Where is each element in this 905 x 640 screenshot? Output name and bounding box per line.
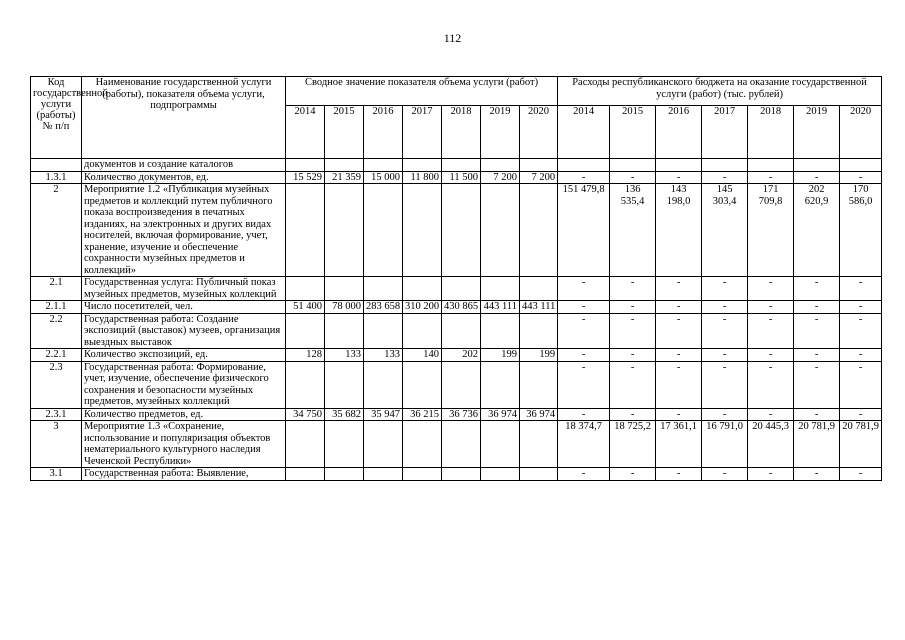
volume-cell	[481, 361, 520, 408]
table-row	[31, 171, 882, 184]
expense-cell: -	[702, 171, 748, 184]
volume-cell	[520, 313, 558, 349]
expense-year-header: 2019	[794, 106, 840, 159]
expense-year-header: 2014	[558, 106, 610, 159]
expense-year-header: 2016	[656, 106, 702, 159]
expense-cell: -	[702, 313, 748, 349]
table-row	[31, 313, 882, 349]
volume-cell: 35 682	[325, 408, 364, 421]
expense-cell: -	[794, 349, 840, 362]
volume-cell	[286, 184, 325, 277]
row-code	[31, 159, 82, 172]
volume-cell	[286, 313, 325, 349]
expense-cell: -	[610, 468, 656, 481]
row-name: Государственная работа: Создание экспозиций (выставок) музеев, организация выездных выставок	[82, 313, 286, 349]
header-code: Код государственной услуги (работы) № п/п	[31, 77, 82, 159]
table-row	[31, 408, 882, 421]
expense-cell: -	[558, 313, 610, 349]
volume-year-header: 2018	[442, 106, 481, 159]
expense-cell: -	[840, 468, 882, 481]
page-number: 112	[443, 31, 462, 45]
expense-cell: 151 479,8	[558, 184, 610, 277]
expense-cell: 202 620,9	[794, 184, 840, 277]
volume-cell	[364, 159, 403, 172]
volume-year-header: 2015	[325, 106, 364, 159]
expense-cell: -	[610, 361, 656, 408]
row-code: 2.3	[31, 361, 82, 408]
volume-cell: 199	[481, 349, 520, 362]
volume-cell: 35 947	[364, 408, 403, 421]
volume-cell: 140	[403, 349, 442, 362]
volume-cell	[520, 184, 558, 277]
volume-year-header: 2020	[520, 106, 558, 159]
expense-cell: -	[656, 301, 702, 314]
expense-cell: -	[794, 408, 840, 421]
row-code: 3.1	[31, 468, 82, 481]
volume-cell	[520, 159, 558, 172]
volume-cell	[442, 313, 481, 349]
expense-cell: -	[702, 301, 748, 314]
volume-cell	[403, 277, 442, 301]
expense-cell: -	[748, 313, 794, 349]
expense-cell: -	[840, 408, 882, 421]
volume-cell: 36 974	[520, 408, 558, 421]
row-code: 1.3.1	[31, 171, 82, 184]
expense-cell: -	[610, 301, 656, 314]
volume-year-header: 2019	[481, 106, 520, 159]
volume-cell	[403, 184, 442, 277]
volume-cell: 443 111	[481, 301, 520, 314]
expense-cell	[794, 159, 840, 172]
volume-cell	[325, 361, 364, 408]
volume-cell: 283 658	[364, 301, 403, 314]
volume-cell: 443 111	[520, 301, 558, 314]
expense-year-header: 2017	[702, 106, 748, 159]
header-volume-group: Сводное значение показателя объема услуги (работ)	[286, 77, 558, 106]
expense-cell: -	[794, 361, 840, 408]
expense-cell: -	[702, 277, 748, 301]
expense-cell: -	[840, 171, 882, 184]
volume-cell	[520, 421, 558, 468]
volume-cell	[520, 277, 558, 301]
expense-cell: 136 535,4	[610, 184, 656, 277]
expense-cell: -	[840, 349, 882, 362]
volume-cell	[286, 468, 325, 481]
expense-year-header: 2018	[748, 106, 794, 159]
volume-cell	[403, 421, 442, 468]
volume-cell	[442, 468, 481, 481]
expense-cell	[656, 159, 702, 172]
row-name: Количество предметов, ед.	[82, 408, 286, 421]
expense-cell: -	[610, 171, 656, 184]
volume-cell: 51 400	[286, 301, 325, 314]
expense-cell: -	[748, 361, 794, 408]
table-row	[31, 361, 882, 408]
table-row	[31, 421, 882, 468]
volume-cell	[442, 277, 481, 301]
expense-cell: 20 781,9	[794, 421, 840, 468]
volume-cell	[364, 468, 403, 481]
row-name: Государственная работа: Формирование, учет, изучение, обеспечение физического сохранения и безопасности музейных предметов, музейных коллекций	[82, 361, 286, 408]
header-name: Наименование государственной услуги (работы), показателя объема услуги, подпрограммы	[82, 77, 286, 159]
row-code: 2.2.1	[31, 349, 82, 362]
volume-cell: 7 200	[481, 171, 520, 184]
expense-cell: -	[748, 301, 794, 314]
row-name: Мероприятие 1.3 «Сохранение, использование и популяризация объектов нематериального культурного наследия Чеченской Республики»	[82, 421, 286, 468]
expense-cell: 18 725,2	[610, 421, 656, 468]
volume-cell	[481, 159, 520, 172]
expense-cell	[610, 159, 656, 172]
expense-cell: -	[656, 408, 702, 421]
table-row	[31, 184, 882, 277]
expense-cell: -	[840, 361, 882, 408]
expense-cell: -	[840, 277, 882, 301]
volume-cell: 78 000	[325, 301, 364, 314]
row-name: документов и создание каталогов	[82, 159, 286, 172]
row-code: 2.1.1	[31, 301, 82, 314]
expense-cell: -	[610, 277, 656, 301]
table-row	[31, 349, 882, 362]
expense-cell: -	[656, 361, 702, 408]
expense-cell: 20 781,9	[840, 421, 882, 468]
expense-cell: -	[656, 468, 702, 481]
volume-year-header: 2017	[403, 106, 442, 159]
row-code: 3	[31, 421, 82, 468]
volume-year-header: 2014	[286, 106, 325, 159]
expense-cell: -	[610, 349, 656, 362]
expense-cell: -	[558, 361, 610, 408]
expense-cell: -	[840, 301, 882, 314]
row-code: 2.1	[31, 277, 82, 301]
expense-cell: -	[840, 313, 882, 349]
volume-cell	[364, 184, 403, 277]
row-name: Государственная услуга: Публичный показ музейных предметов, музейных коллекций	[82, 277, 286, 301]
expense-cell: -	[610, 408, 656, 421]
expense-cell: -	[558, 468, 610, 481]
volume-cell	[481, 313, 520, 349]
volume-cell: 15 000	[364, 171, 403, 184]
budget-table	[30, 76, 882, 481]
expense-cell	[840, 159, 882, 172]
row-code: 2.2	[31, 313, 82, 349]
expense-cell: -	[656, 313, 702, 349]
table-body	[31, 159, 882, 481]
volume-cell	[286, 159, 325, 172]
expense-cell: -	[794, 468, 840, 481]
volume-cell	[364, 421, 403, 468]
volume-year-header: 2016	[364, 106, 403, 159]
volume-cell	[364, 277, 403, 301]
expense-cell: -	[702, 408, 748, 421]
expense-cell: -	[558, 277, 610, 301]
table-row	[31, 159, 882, 172]
table-row	[31, 301, 882, 314]
volume-cell	[286, 361, 325, 408]
volume-cell: 128	[286, 349, 325, 362]
expense-cell	[558, 159, 610, 172]
volume-cell: 133	[325, 349, 364, 362]
volume-cell	[403, 313, 442, 349]
volume-cell	[403, 159, 442, 172]
expense-cell: -	[748, 468, 794, 481]
volume-cell	[325, 184, 364, 277]
expense-year-header: 2020	[840, 106, 882, 159]
expense-cell: -	[558, 349, 610, 362]
volume-cell	[442, 421, 481, 468]
expense-cell	[702, 159, 748, 172]
header-expense-group: Расходы республиканского бюджета на оказание государственной услуги (работ) (тыс. рублей)	[558, 77, 882, 106]
expense-cell: -	[748, 408, 794, 421]
expense-cell: 20 445,3	[748, 421, 794, 468]
volume-cell: 310 200	[403, 301, 442, 314]
volume-cell: 36 215	[403, 408, 442, 421]
expense-cell: -	[558, 171, 610, 184]
row-name: Государственная работа: Выявление,	[82, 468, 286, 481]
expense-cell: -	[748, 171, 794, 184]
volume-cell	[520, 468, 558, 481]
expense-cell: -	[656, 349, 702, 362]
volume-cell	[481, 421, 520, 468]
volume-cell	[325, 159, 364, 172]
expense-cell: -	[794, 313, 840, 349]
table-header	[31, 77, 882, 159]
volume-cell	[442, 159, 481, 172]
volume-cell	[286, 277, 325, 301]
volume-cell	[481, 468, 520, 481]
volume-cell	[364, 361, 403, 408]
volume-cell: 36 974	[481, 408, 520, 421]
expense-cell: -	[794, 301, 840, 314]
volume-cell	[481, 184, 520, 277]
expense-cell: -	[656, 277, 702, 301]
expense-cell: -	[610, 313, 656, 349]
row-code: 2	[31, 184, 82, 277]
expense-cell: 171 709,8	[748, 184, 794, 277]
expense-cell: -	[558, 408, 610, 421]
expense-cell: -	[794, 277, 840, 301]
volume-cell	[364, 313, 403, 349]
table-row	[31, 468, 882, 481]
volume-cell	[520, 361, 558, 408]
volume-cell	[403, 361, 442, 408]
volume-cell	[286, 421, 325, 468]
expense-cell: 16 791,0	[702, 421, 748, 468]
expense-cell	[748, 159, 794, 172]
expense-cell: 143 198,0	[656, 184, 702, 277]
row-name: Количество экспозиций, ед.	[82, 349, 286, 362]
row-name: Число посетителей, чел.	[82, 301, 286, 314]
volume-cell: 199	[520, 349, 558, 362]
row-name: Количество документов, ед.	[82, 171, 286, 184]
volume-cell	[403, 468, 442, 481]
row-code: 2.3.1	[31, 408, 82, 421]
expense-year-header: 2015	[610, 106, 656, 159]
expense-cell: 17 361,1	[656, 421, 702, 468]
expense-cell: -	[702, 468, 748, 481]
volume-cell: 21 359	[325, 171, 364, 184]
volume-cell: 7 200	[520, 171, 558, 184]
expense-cell: -	[794, 171, 840, 184]
row-name: Мероприятие 1.2 «Публикация музейных предметов и коллекций путем публичного показа воспроизведения в печатных изданиях, на электронных и других видах носителей, включая формирование, учет, хранение, изучение и обеспечение сохранности музейных предметов и коллекций»	[82, 184, 286, 277]
expense-cell: -	[748, 277, 794, 301]
volume-cell: 430 865	[442, 301, 481, 314]
volume-cell	[325, 313, 364, 349]
expense-cell: -	[748, 349, 794, 362]
volume-cell	[442, 184, 481, 277]
expense-cell: 170 586,0	[840, 184, 882, 277]
volume-cell: 36 736	[442, 408, 481, 421]
expense-cell: -	[656, 171, 702, 184]
volume-cell: 202	[442, 349, 481, 362]
volume-cell: 11 500	[442, 171, 481, 184]
volume-cell: 15 529	[286, 171, 325, 184]
volume-cell	[325, 421, 364, 468]
expense-cell: 18 374,7	[558, 421, 610, 468]
volume-cell: 133	[364, 349, 403, 362]
volume-cell	[325, 277, 364, 301]
volume-cell: 34 750	[286, 408, 325, 421]
expense-cell: -	[558, 301, 610, 314]
volume-cell	[481, 277, 520, 301]
table-row	[31, 277, 882, 301]
expense-cell: -	[702, 361, 748, 408]
expense-cell: 145 303,4	[702, 184, 748, 277]
volume-cell: 11 800	[403, 171, 442, 184]
volume-cell	[325, 468, 364, 481]
volume-cell	[442, 361, 481, 408]
expense-cell: -	[702, 349, 748, 362]
